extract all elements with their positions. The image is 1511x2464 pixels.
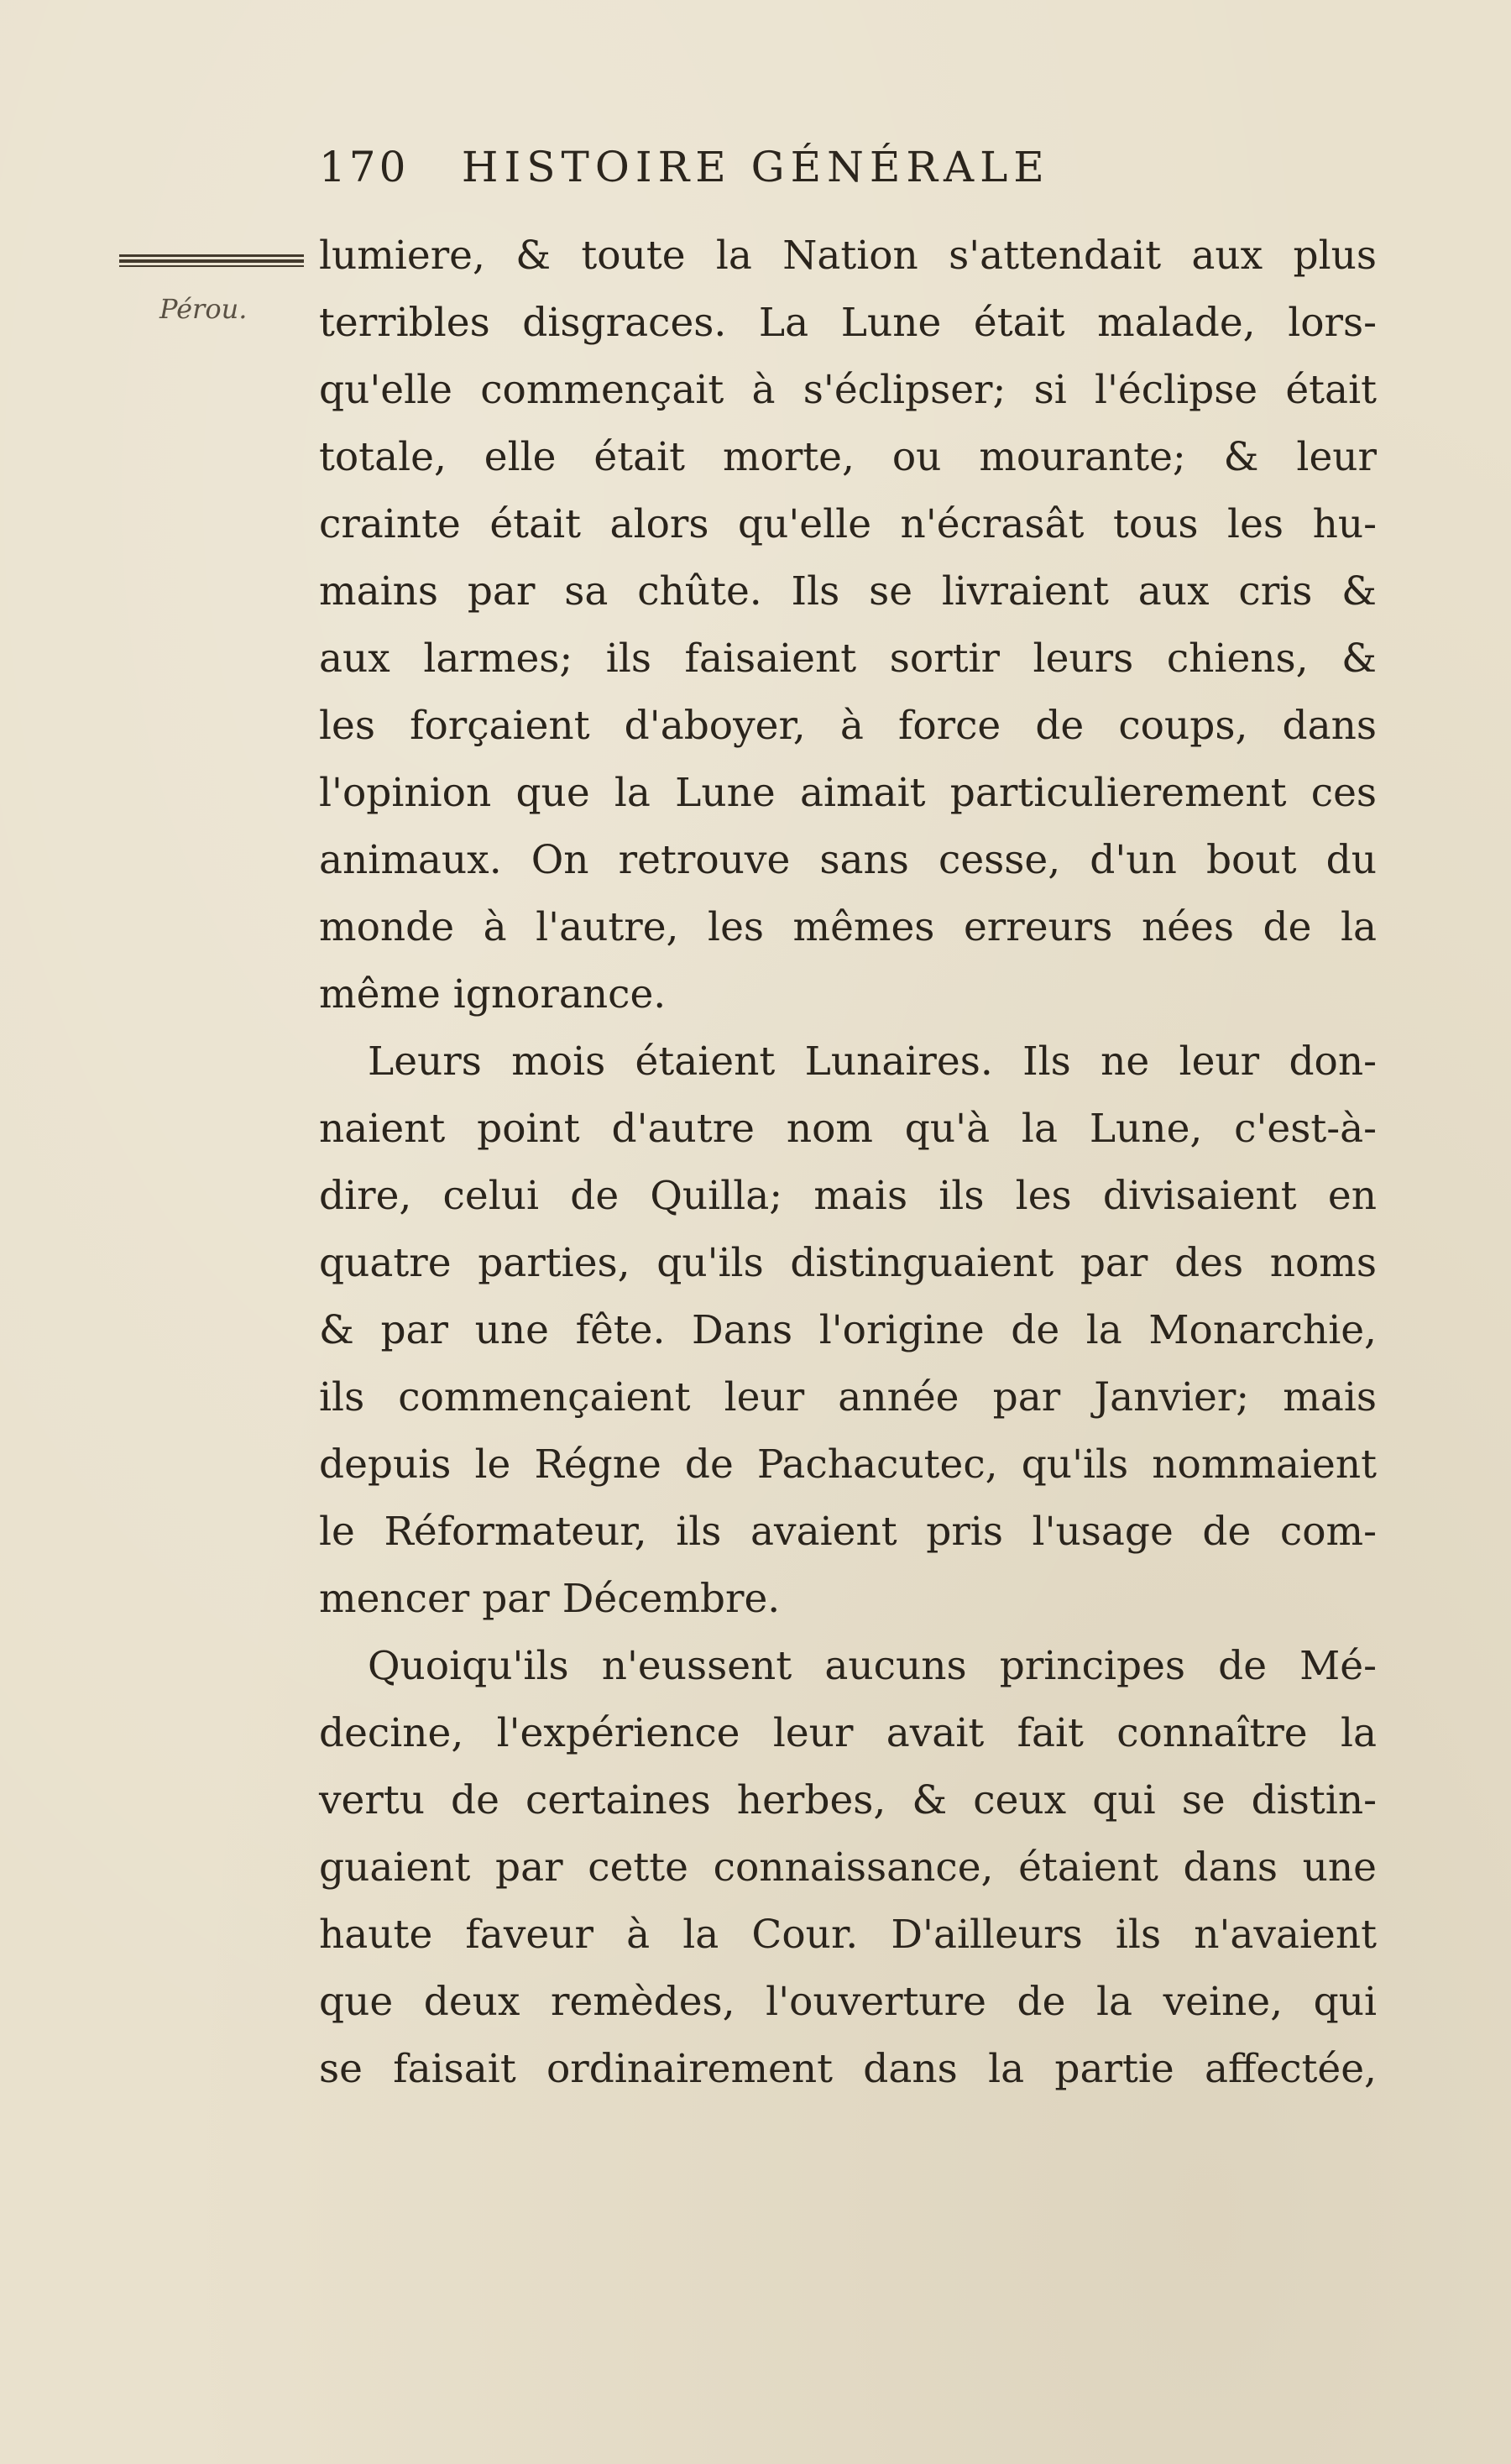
text-line: monde à l'autre, les mêmes erreurs nées de la (319, 904, 1377, 950)
text-line: guaient par cette connaissance, étaient dans une (319, 1844, 1377, 1891)
text-line: naient point d'autre nom qu'à la Lune, c'est-à- (319, 1106, 1377, 1152)
margin-ornament-rule (119, 254, 304, 268)
text-line: terribles disgraces. La Lune était malade, lors- (319, 300, 1377, 346)
text-line: decine, l'expérience leur avait fait connaître la (319, 1710, 1377, 1756)
text-line: ils commençaient leur année par Janvier; mais (319, 1374, 1377, 1420)
text-line: & par une fête. Dans l'origine de la Monarchie, (319, 1307, 1377, 1353)
text-line: le Réformateur, ils avaient pris l'usage de com- (319, 1509, 1377, 1555)
text-line: se faisait ordinairement dans la partie affectée, (319, 2046, 1377, 2092)
text-line: depuis le Régne de Pachacutec, qu'ils nommaient (319, 1441, 1377, 1488)
text-line: vertu de certaines herbes, & ceux qui se distin- (319, 1777, 1377, 1823)
body-text (319, 222, 1377, 2103)
text-line: Leurs mois étaient Lunaires. Ils ne leur don- (368, 1038, 1377, 1085)
text-line: l'opinion que la Lune aimait particulierement ces (319, 770, 1377, 816)
text-line: animaux. On retrouve sans cesse, d'un bout du (319, 837, 1377, 883)
text-line: même ignorance. (319, 971, 667, 1018)
text-line: Quoiqu'ils n'eussent aucuns principes de Mé- (368, 1643, 1377, 1689)
text-line: haute faveur à la Cour. D'ailleurs ils n'avaient (319, 1912, 1377, 1958)
text-line: les forçaient d'aboyer, à force de coups, dans (319, 703, 1377, 749)
page-number: 170 (319, 143, 410, 191)
text-line: aux larmes; ils faisaient sortir leurs chiens, & (319, 636, 1377, 682)
margin-note: Pérou. (159, 293, 248, 325)
text-line: qu'elle commençait à s'éclipser; si l'éclipse était (319, 367, 1377, 413)
running-head-title: HISTOIRE GÉNÉRALE (461, 143, 1050, 191)
text-line: crainte était alors qu'elle n'écrasât tous les hu- (319, 501, 1377, 547)
text-line: mencer par Décembre. (319, 1576, 781, 1622)
text-line: que deux remèdes, l'ouverture de la veine, qui (319, 1979, 1377, 2025)
text-line: lumiere, & toute la Nation s'attendait aux plus (319, 233, 1377, 279)
text-line: dire, celui de Quilla; mais ils les divisaient en (319, 1173, 1377, 1219)
text-line: totale, elle était morte, ou mourante; & leur (319, 434, 1377, 480)
running-head (319, 143, 1242, 191)
text-line: mains par sa chûte. Ils se livraient aux cris & (319, 568, 1377, 615)
text-line: quatre parties, qu'ils distinguaient par des noms (319, 1240, 1377, 1286)
